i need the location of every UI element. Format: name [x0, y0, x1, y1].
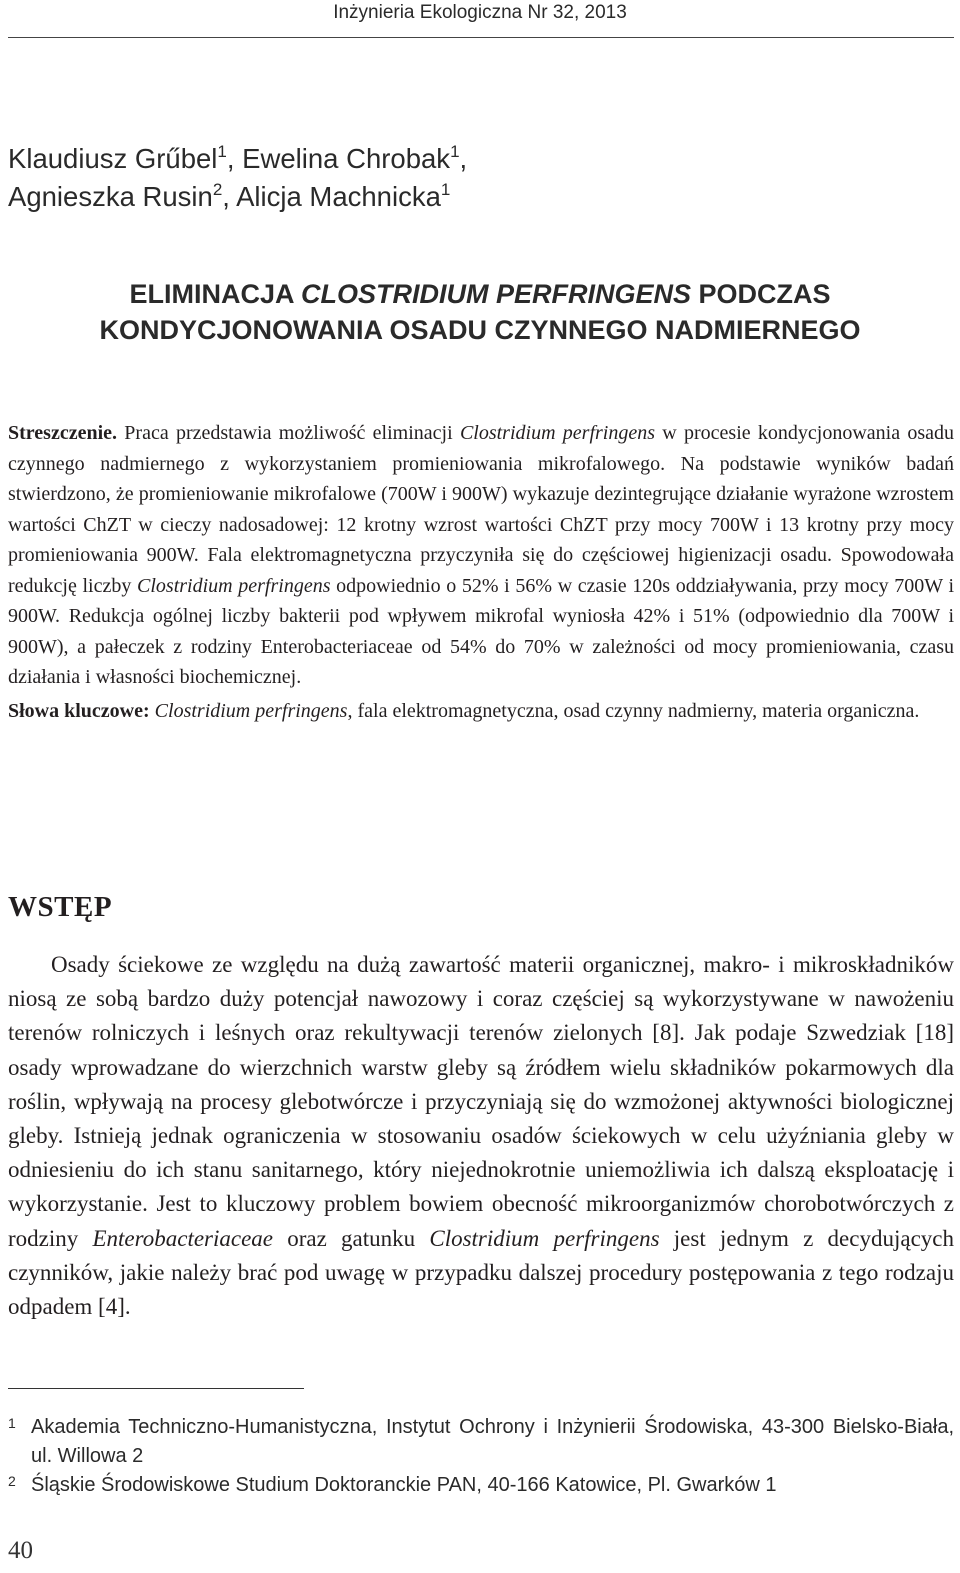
page-number: 40 [8, 1537, 33, 1564]
keywords [8, 696, 954, 727]
affiliation-marker: 1 [450, 142, 460, 161]
affiliation-marker: 1 [217, 142, 227, 161]
intro-paragraph [8, 948, 954, 1324]
running-head: Inżynieria Ekologiczna Nr 32, 2013 [333, 2, 627, 23]
body-segment: Osady ściekowe ze względu na dużą zawartość materii organicznej, makro- i mikroskładników niosą ze sobą bardzo duży potencjał nawozowy i coraz częściej są wykorzystywane w nawożeniu terenów rolniczych i leśnych oraz rekultywacji terenów zielonych [8]. Jak podaje Szwedziak [18] osady wprowadzane do wierzchnich warstw gleby są źródłem wielu składników pokarmowych dla roślin, wpływają na procesy glebotwórcze i przyczyniają się do wzmożonej aktywności biologicznej gleby. Istnieją jednak ograniczenia w stosowaniu osadów ściekowych w celu użyźniania gleby w odniesieniu do ich stanu sanitarnego, który niejednokrotnie uniemożliwia ich dalszą eksploatację i wykorzystanie. Jest to kluczowy problem bowiem obecność mikroorganizmów chorobotwórczych z rodziny [8, 952, 954, 1251]
author-line-1 [8, 140, 948, 178]
affiliation-marker: 2 [212, 180, 223, 199]
title-line-2: KONDYCJONOWANIA OSADU CZYNNEGO NADMIERNEGO [99, 315, 861, 345]
separator: , [459, 143, 468, 174]
footnote-number: 1 [8, 1415, 16, 1431]
abstract-label: Streszczenie. [8, 422, 118, 444]
footnote-rule [8, 1388, 304, 1389]
affiliation-marker: 1 [440, 180, 451, 199]
family-name: Enterobacteriaceae [92, 1225, 274, 1251]
title-text: ELIMINACJA [129, 279, 301, 309]
author-name: Alicja Machnicka [236, 181, 441, 212]
body-segment: jest jednym z decydujących czynników, jakie należy brać pod uwagę w przypadku dalszej procedury postępowania z tego rodzaju odpadem [4]. [8, 1225, 954, 1320]
author-name: Agnieszka Rusin [8, 181, 213, 212]
footnotes [8, 1413, 954, 1500]
species-name: Clostridium perfringens [149, 699, 348, 722]
author-name: Klaudiusz Grűbel [8, 143, 218, 174]
species-name: Clostridium perfringens [137, 574, 331, 597]
species-name: Clostridium perfringens [459, 422, 656, 444]
intro-body [8, 948, 954, 1324]
section-heading: WSTĘP [8, 891, 113, 923]
abstract-text [8, 418, 954, 693]
separator: , [226, 143, 243, 174]
abstract-segment: Praca przedstawia możliwość eliminacji [117, 422, 460, 444]
footnote-2 [8, 1471, 954, 1500]
author-name: Ewelina Chrobak [242, 143, 451, 174]
species-name: Clostridium perfringens [429, 1225, 660, 1251]
title-line-1 [0, 276, 960, 312]
abstract [8, 418, 954, 726]
title-text: PODCZAS [691, 279, 831, 309]
keywords-label: Słowa kluczowe: [8, 699, 150, 722]
header-rule [8, 37, 954, 38]
article-title [0, 276, 960, 348]
footnote-text: Akademia Techniczno-Humanistyczna, Instytut Ochrony i Inżynierii Środowiska, 43-300 Bielsko-Biała, ul. Willowa 2 [31, 1416, 954, 1467]
footnote-number: 2 [8, 1473, 16, 1489]
footnote-1 [8, 1413, 954, 1471]
abstract-segment: odpowiednio o 52% i 56% w czasie 120s oddziaływania, przy mocy 700W i 900W. Redukcja ogólnej liczby bakterii pod wpływem mikrofal wyniosła 42% i 51% (odpowiednio dla 700W i 900W), a pałeczek z rodziny Enterobacteriaceae od 54% do 70% w zależności od mocy promieniowania, czasu działania i własności biochemicznej. [8, 574, 955, 688]
footnote-text: Śląskie Środowiskowe Studium Doktoranckie PAN, 40-166 Katowice, Pl. Gwarków 1 [31, 1474, 777, 1496]
body-segment: oraz gatunku [273, 1225, 430, 1251]
author-list [8, 140, 948, 216]
abstract-segment: w procesie kondycjonowania osadu czynnego nadmiernego z wykorzystaniem promieniowania mikrofalowego. Na podstawie wyników badań stwierdzono, że promieniowanie mikrofalowe (700W i 900W) wykazuje dezintegrujące działanie wyrażone wzrostem wartości ChZT w cieczy nadosadowej: 12 krotny wzrost wartości ChZT przy mocy 700W i 13 krotny przy mocy promieniowania 900W. Fala elektromagnetyczna przyczyniła się do częściowej higienizacji osadu. Spowodowała redukcję liczby [8, 422, 955, 597]
author-line-2 [8, 178, 948, 216]
title-species: CLOSTRIDIUM PERFRINGENS [300, 279, 691, 309]
keywords-list: , fala elektromagnetyczna, osad czynny nadmierny, materia organiczna. [347, 699, 920, 722]
separator: , [222, 181, 237, 212]
